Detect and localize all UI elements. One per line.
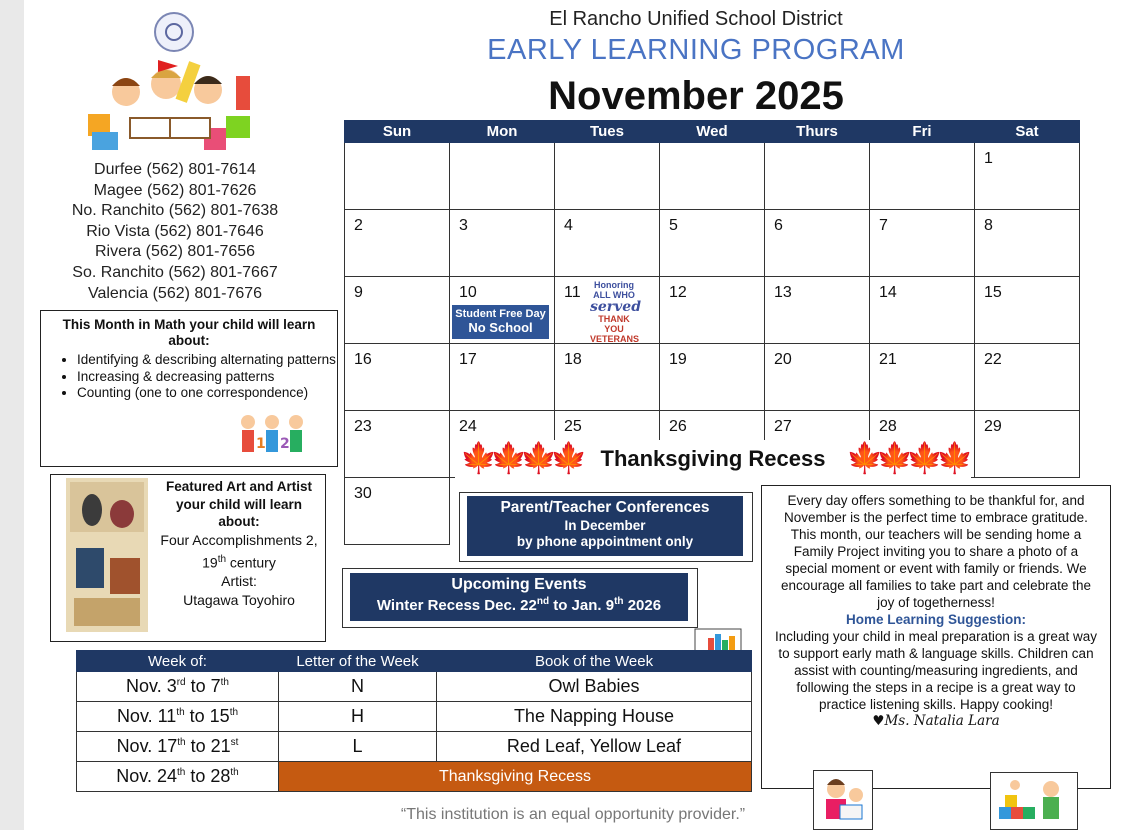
day-header: Wed	[660, 121, 765, 143]
day-cell: 26	[660, 411, 765, 478]
conferences-line: by phone appointment only	[516, 534, 694, 549]
week-cell: Nov. 11th to 15th	[77, 702, 279, 732]
day-cell: 12	[660, 277, 765, 344]
day-cell	[450, 143, 555, 210]
events-title: Upcoming Events	[451, 576, 587, 593]
month-title: November 2025	[548, 74, 844, 118]
table-row	[77, 702, 752, 732]
book-cell: The Napping House	[437, 702, 752, 732]
veterans-badge-icon: Honoring ALL WHO served THANK YOU VETERANS	[590, 280, 641, 344]
day-cell: 20	[765, 344, 870, 411]
svg-text:2: 2	[280, 436, 290, 452]
day-cell: 3	[450, 210, 555, 277]
column-header: Week of:	[77, 651, 279, 672]
events-winter-recess: Winter Recess Dec. 22nd to Jan. 9th 2026	[376, 596, 662, 614]
letter-cell: N	[279, 672, 437, 702]
day-cell: 30	[345, 478, 450, 545]
table-row	[77, 762, 752, 792]
day-cell	[555, 143, 660, 210]
phone-so-ranchito: So. Ranchito (562) 801-7667	[72, 263, 278, 281]
day-cell: 29	[975, 411, 1080, 478]
day-cell: 15	[975, 277, 1080, 344]
math-heading: This Month in Math your child will learn about:	[62, 317, 316, 348]
day-cell: 9	[345, 277, 450, 344]
week-cell: Nov. 3rd to 7th	[77, 672, 279, 702]
day-cell: 28	[870, 411, 975, 478]
week-cell: Nov. 24th to 28th	[77, 762, 279, 792]
day-cell	[660, 143, 765, 210]
day-cell: 2	[345, 210, 450, 277]
calendar-header-row	[345, 121, 1080, 143]
letter-cell: L	[279, 732, 437, 762]
table-row	[77, 732, 752, 762]
table-row	[77, 672, 752, 702]
weekly-header-row	[77, 651, 752, 672]
student-free-day-label: Student Free Day	[455, 308, 546, 320]
day-cell	[345, 143, 450, 210]
maple-leaf-icon: 🍁	[876, 442, 914, 475]
phone-magee: Magee (562) 801-7626	[93, 181, 257, 199]
district-seal-icon	[154, 12, 194, 52]
day-header: Tues	[555, 121, 660, 143]
day-cell	[765, 143, 870, 210]
day-cell: 7	[870, 210, 975, 277]
equal-opportunity-footer: “This institution is an equal opportunity provider.”	[400, 806, 746, 823]
day-cell: 19	[660, 344, 765, 411]
note-signature: ♥Ms. Natalia Lara	[872, 713, 1000, 729]
note-suggestion: Including your child in meal preparation is a great way to support early math & language skills. Children can assist with counting/measuring ingredients, and following the steps in a recipe is a great way to practice listening skills. Happy cooking!	[775, 629, 1097, 712]
day-cell: 18	[555, 344, 660, 411]
phone-rivera: Rivera (562) 801-7656	[94, 243, 256, 261]
calendar-week	[345, 143, 1080, 210]
day-cell: 8	[975, 210, 1080, 277]
recess-cell: Thanksgiving Recess	[279, 762, 752, 792]
phone-valencia: Valencia (562) 801-7676	[87, 284, 263, 302]
phone-durfee: Durfee (562) 801-7614	[94, 161, 256, 178]
children-books-icon	[86, 56, 256, 152]
day-cell: 23	[345, 411, 450, 478]
calendar-week	[345, 210, 1080, 277]
phone-no-ranchito: No. Ranchito (562) 801-7638	[71, 202, 279, 220]
day-header: Mon	[450, 121, 555, 143]
book-cell: Owl Babies	[437, 672, 752, 702]
day-cell: 5	[660, 210, 765, 277]
day-cell: 1	[975, 143, 1080, 210]
conferences-line: In December	[564, 518, 646, 533]
events-box	[350, 573, 688, 621]
day-cell: 10	[450, 277, 555, 344]
no-school-label: No School	[468, 320, 533, 335]
day-cell: 25	[555, 411, 660, 478]
day-cell: 14	[870, 277, 975, 344]
day-cell: 17	[450, 344, 555, 411]
conferences-box	[467, 496, 743, 556]
day-cell: 13	[765, 277, 870, 344]
column-header: Letter of the Week	[279, 651, 437, 672]
day-cell: 16	[345, 344, 450, 411]
week-cell: Nov. 17th to 21st	[77, 732, 279, 762]
day-header: Sun	[345, 121, 450, 143]
art-century: 19th century	[202, 553, 276, 571]
phone-rio-vista: Rio Vista (562) 801-7646	[86, 222, 264, 240]
maple-leaf-icon: 🍁	[846, 442, 884, 475]
conferences-title: Parent/Teacher Conferences	[500, 499, 710, 516]
maple-leaf-icon: 🍁	[906, 442, 944, 475]
day-cell: 24	[450, 411, 555, 478]
maple-leaf-icon: 🍁	[550, 442, 588, 475]
letter-cell: H	[279, 702, 437, 732]
day-cell: 11	[555, 277, 660, 344]
note-body: Every day offers something to be thankful for, and November is the perfect time to embrace gratitude. This month, our teachers will be sending home a Family Project inviting you to share a photo of a special moment or event with family or friends. We encourage all families to take part and celebrate the joy of togetherness!	[781, 493, 1091, 610]
column-header: Book of the Week	[437, 651, 752, 672]
math-item: • Identifying & describing alternating patterns	[77, 352, 337, 369]
art-print-icon	[66, 478, 148, 632]
day-header: Thurs	[765, 121, 870, 143]
student-free-day-badge	[452, 305, 549, 339]
day-header: Fri	[870, 121, 975, 143]
day-cell	[870, 143, 975, 210]
program-title: EARLY LEARNING PROGRAM	[487, 34, 905, 66]
day-cell: 4	[555, 210, 660, 277]
note-heading: Home Learning Suggestion:	[845, 612, 1026, 627]
day-cell: 27	[765, 411, 870, 478]
day-cell: 22	[975, 344, 1080, 411]
maple-leaf-icon: 🍁	[520, 442, 558, 475]
art-work: Four Accomplishments 2,	[160, 531, 318, 548]
day-cell: 21	[870, 344, 975, 411]
maple-leaf-icon: 🍁	[936, 442, 974, 475]
art-heading: Featured Art and Artist your child will learn about:	[165, 479, 312, 529]
art-artist: Utagawa Toyohiro	[183, 592, 295, 609]
school-phone-list	[40, 160, 310, 304]
maple-leaf-icon: 🍁	[490, 442, 528, 475]
district-name: El Rancho Unified School District	[549, 8, 843, 30]
weekly-table	[76, 650, 752, 792]
thanksgiving-recess-label: Thanksgiving Recess	[600, 446, 826, 471]
math-item: • Increasing & decreasing patterns	[77, 369, 337, 386]
math-list	[41, 352, 337, 402]
math-item: • Counting (one to one correspondence)	[77, 385, 337, 402]
calendar-week	[345, 344, 1080, 411]
art-text	[160, 478, 318, 610]
blocks-kids-icon	[990, 772, 1078, 830]
math-kids-icon	[236, 412, 308, 456]
day-cell: 6	[765, 210, 870, 277]
book-cell: Red Leaf, Yellow Leaf	[437, 732, 752, 762]
day-header: Sat	[975, 121, 1080, 143]
maple-leaf-icon: 🍁	[460, 442, 498, 475]
teacher-note	[761, 485, 1111, 789]
svg-text:1: 1	[256, 436, 266, 452]
art-artist-label: Artist:	[221, 573, 257, 590]
